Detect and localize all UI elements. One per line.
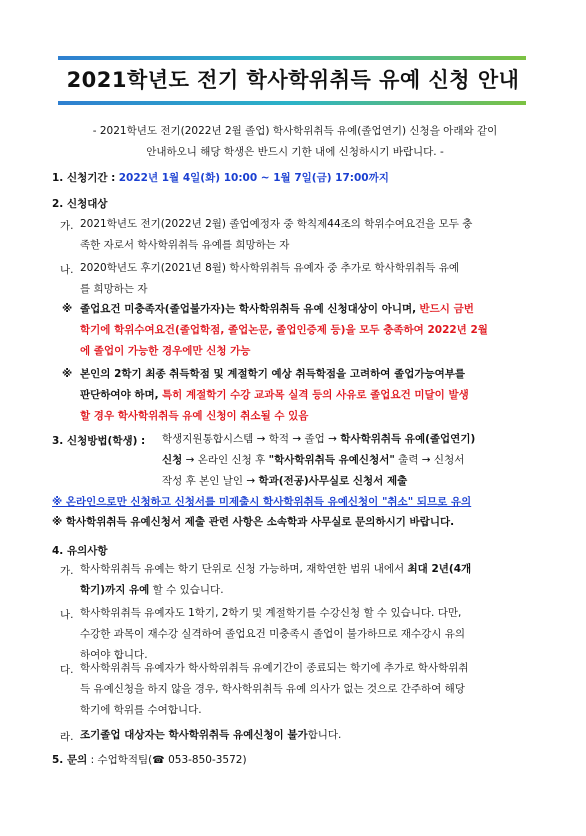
section-1-period [52,168,389,189]
notice-da-line-1: 학사학위취득 유예자가 학사학위취득 유예기간이 종료되는 학기에 추가로 학사학위취 [80,662,469,674]
page-title: 2021학년도 전기 학사학위취득 유예 신청 안내 [66,68,520,92]
notice-item-ga [80,559,538,601]
method-line-1b: 학사학위취득 유예(졸업연기) [340,433,476,445]
notice-ga-marker: 가. [60,565,74,577]
method-line-2b: → 온라인 신청 후 [185,454,266,466]
notice-ra-text-a: 조기졸업 대상자는 학사학위취득 유예신청이 불가 [80,729,308,741]
item-ga-marker: 가. [60,220,74,232]
title-bottom-rule [58,101,526,105]
notice-ga-line-1b: 최대 2년(4개 [407,563,472,575]
notice-da-marker: 다. [60,664,74,676]
target-na-line-1: 2020학년도 후기(2021년 8월) 학사학위취득 유예자 중 추가로 학사학위취득 유예 [80,262,460,274]
section-5-inquiry [52,750,247,771]
method-line-1a: 학생지원통합시스템 → 학적 → 졸업 → [162,433,337,445]
section-4-heading: 4. 유의사항 [52,545,108,557]
note-1-marker: ※ [62,303,73,315]
notice-na-line-1: 학사학위취득 유예자도 1학기, 2학기 및 계절학기를 수강신청 할 수 있습니다. 다만, [80,607,462,619]
note-1-text-b: 반드시 금번 [419,303,474,315]
section-5-heading: 5. 문의 [52,754,88,766]
section-3-heading: 3. 신청방법(학생) : [52,435,146,447]
method-line-3a: 작성 후 본인 날인 → [162,475,256,487]
phone-icon: ☎ [152,755,165,766]
intro-line-1: - 2021학년도 전기(2022년 2월 졸업) 학사학위취득 유예(졸업연기) 신청을 아래와 같이 [92,125,498,137]
note-2-text-b: 판단하여야 하며, [80,389,159,401]
notice-item-da [80,658,538,721]
note-credits [80,364,538,427]
notice-da-line-2: 득 유예신청을 하지 않을 경우, 학사학위취득 유예 의사가 없는 것으로 간주하여 해당 [80,683,465,695]
intro-line-2: 안내하오니 해당 학생은 반드시 기한 내에 신청하시기 바랍니다. - [146,146,444,158]
application-method [162,429,538,492]
notice-na-line-2: 수강한 과목이 재수강 실격하여 졸업요건 미충족시 졸업이 불가하므로 재수강시 유의 [80,628,466,640]
note-1-text-a: 졸업요건 미충족자(졸업불가자)는 학사학위취득 유예 신청대상이 아니며, [80,303,417,315]
method-line-3b: 학과(전공)사무실로 신청서 제출 [258,475,408,487]
note-2-text-a: 본인의 2학기 최종 취득학점 및 계절학기 예상 취득학점을 고려하여 졸업가능여부를 [80,368,466,380]
target-item-na [80,258,536,300]
note-2-text-c: 특히 계절학기 수강 교과목 실격 등의 사유로 졸업요건 미달이 발생 [162,389,469,401]
intro-text [40,121,550,163]
application-period: 2022년 1월 4일(화) 10:00 ~ 1월 7일(금) 17:00까지 [118,172,389,184]
item-na-marker: 나. [60,264,74,276]
title-top-rule [58,56,526,60]
notice-na-line-3: 하여야 합니다. [80,649,148,661]
notice-ra-marker: 라. [60,731,74,743]
notice-item-na [80,603,538,666]
notice-ga-line-2b: 할 수 있습니다. [152,584,224,596]
notice-ra-text-b: 합니다. [307,729,342,741]
method-line-2d: 출력 → 신청서 [398,454,465,466]
notice-da-line-3: 학기에 학위를 수여합니다. [80,704,202,716]
section-1-heading: 1. 신청기간 : [52,172,116,184]
note-1-text-d: 에 졸업이 가능한 경우에만 신청 가능 [80,345,251,357]
target-ga-line-1: 2021학년도 전기(2022년 2월) 졸업예정자 중 학칙제44조의 학위수여요건을 모두 충 [80,218,473,230]
inquiry-phone: 053-850-3572) [168,754,247,766]
target-na-line-2: 를 희망하는 자 [80,283,148,295]
notice-ga-line-2a: 학기)까지 유예 [80,584,150,596]
note-2-marker: ※ [62,368,73,380]
section-2-heading: 2. 신청대상 [52,198,108,210]
target-item-ga [80,214,536,256]
note-ineligible [80,299,538,362]
notice-ga-line-1a: 학사학위취득 유예는 학기 단위로 신청 가능하며, 재학연한 범위 내에서 [80,563,405,575]
note-2-text-d: 할 경우 학사학위취득 유예 신청이 취소될 수 있음 [80,410,309,422]
target-ga-line-2: 족한 자로서 학사학위취득 유예를 희망하는 자 [80,239,290,251]
notice-na-marker: 나. [60,609,74,621]
note-1-text-c: 학기에 학위수여요건(졸업학점, 졸업논문, 졸업인증제 등)을 모두 충족하여 2022년 2월 [80,324,488,336]
online-only-warning: ※ 온라인으로만 신청하고 신청서를 미제출시 학사학위취득 유예신청이 "취소" 되므로 유의 [52,496,472,508]
contact-dept-note: ※ 학사학위취득 유예신청서 제출 관련 사항은 소속학과 사무실로 문의하시기 바랍니다. [52,516,455,528]
method-form-name: "학사학위취득 유예신청서" [268,454,395,466]
inquiry-team: : 수업학적팀( [90,754,153,766]
method-line-2a: 신청 [162,454,183,466]
notice-item-ra [80,725,538,746]
